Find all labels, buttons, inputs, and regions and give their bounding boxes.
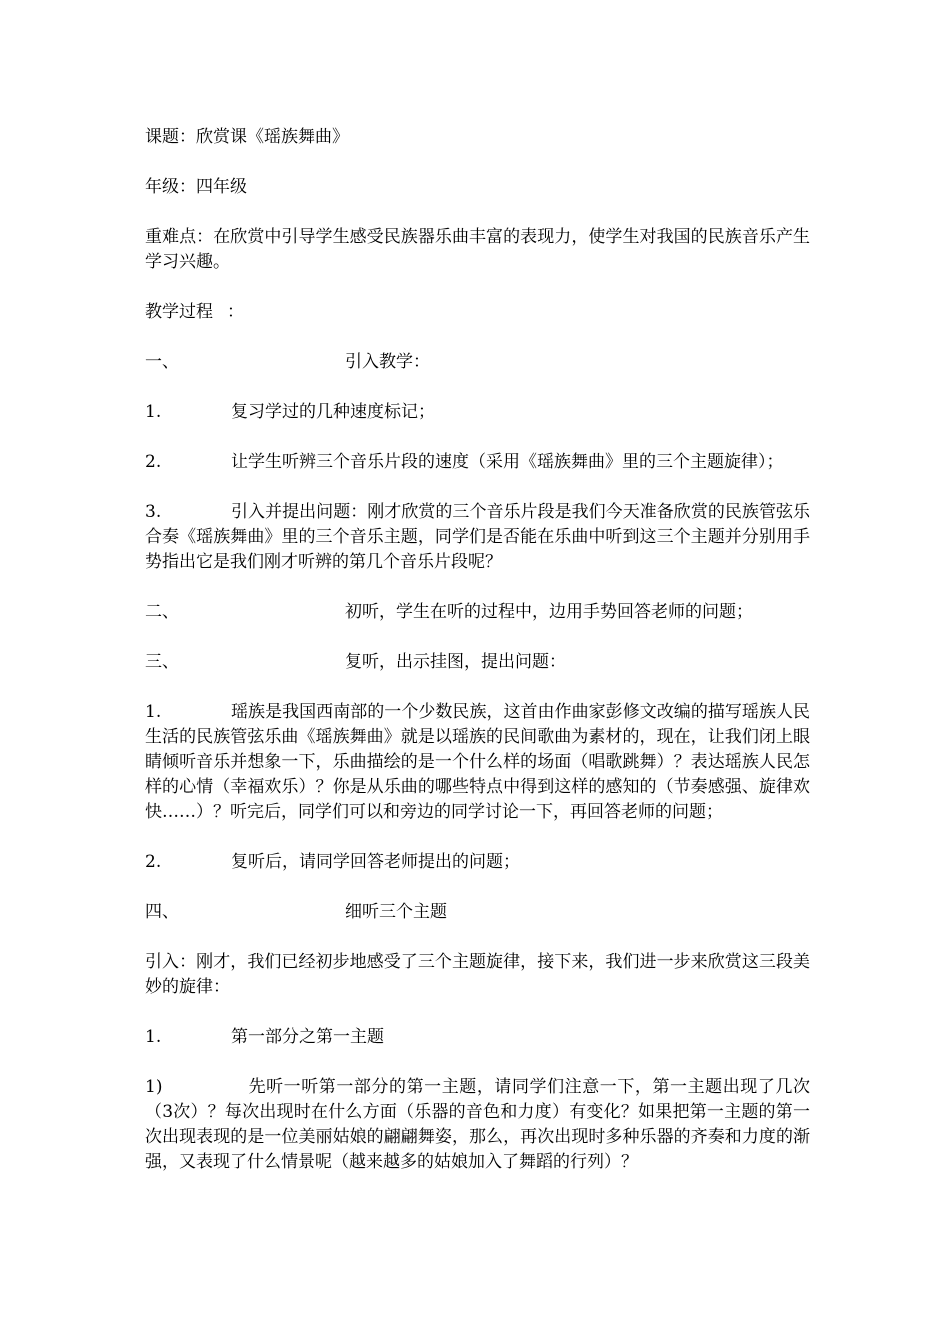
item-number: 3. [145, 502, 162, 522]
item-text: 复习学过的几种速度标记； [231, 402, 435, 422]
item-text: 引入并提出问题：刚才欣赏的三个音乐片段是我们今天准备欣赏的民族管弦乐合奏《瑶族舞曲》里的三个音乐主题，同学们是否能在乐曲中听到这三个主题并分别用手势指出它是我们刚才听辨的第几个音乐片段呢？ [145, 502, 810, 572]
document-page [145, 125, 810, 1200]
item-text: 复听后，请同学回答老师提出的问题； [231, 852, 520, 872]
list-item [145, 1025, 810, 1050]
item-number: 1. [145, 402, 162, 422]
section-number: 二、 [145, 602, 179, 622]
section-title: 复听，出示挂图，提出问题： [345, 652, 566, 672]
item-text: 瑶族是我国西南部的一个少数民族，这首由作曲家彭修文改编的描写瑶族人民生活的民族管弦乐曲《瑶族舞曲》就是以瑶族的民间歌曲为素材的，现在，让我们闭上眼睛倾听音乐并想象一下，乐曲描绘的是一个什么样的场面（唱歌跳舞）？表达瑶族人民怎样的心情（幸福欢乐）？你是从乐曲的哪些特点中得到这样的感知的（节奏感强、旋律欢快……）？听完后，同学们可以和旁边的同学讨论一下，再回答老师的问题； [145, 702, 810, 822]
section-number: 三、 [145, 652, 179, 672]
list-item [145, 400, 810, 425]
sub-item-text: 先听一听第一部分的第一主题，请同学们注意一下，第一主题出现了几次（3次）？每次出现时在什么方面（乐器的音色和力度）有变化？如果把第一主题的第一次出现表现的是一位美丽姑娘的翩翩舞姿，那么，再次出现时多种乐器的齐奏和力度的渐强，又表现了什么情景呢（越来越多的姑娘加入了舞蹈的行列）？ [145, 1077, 810, 1172]
sub-item-number: 1) [145, 1077, 163, 1097]
section-title: 初听，学生在听的过程中，边用手势回答老师的问题； [345, 602, 753, 622]
process-label: 教学过程 [145, 302, 213, 322]
item-text: 第一部分之第一主题 [231, 1027, 384, 1047]
item-number: 1. [145, 1027, 162, 1047]
section-title: 细听三个主题 [345, 902, 447, 922]
item-number: 2. [145, 452, 162, 472]
list-item [145, 450, 810, 475]
sub-list-item [145, 1075, 810, 1175]
section-number: 四、 [145, 902, 179, 922]
topic-line: 课题：欣赏课《瑶族舞曲》 [145, 127, 349, 147]
item-number: 1. [145, 702, 162, 722]
process-colon: ： [227, 302, 244, 322]
list-item [145, 500, 810, 575]
section-title: 引入教学： [345, 352, 430, 372]
section-heading-4 [145, 900, 810, 925]
list-item [145, 700, 810, 825]
process-heading [145, 300, 810, 325]
list-item [145, 850, 810, 875]
item-number: 2. [145, 852, 162, 872]
item-text: 让学生听辨三个音乐片段的速度（采用《瑶族舞曲》里的三个主题旋律）； [231, 452, 784, 472]
grade-line: 年级：四年级 [145, 177, 247, 197]
section-number: 一、 [145, 352, 179, 372]
key-points-paragraph: 重难点：在欣赏中引导学生感受民族器乐曲丰富的表现力，使学生对我国的民族音乐产生学习兴趣。 [145, 227, 810, 272]
section-heading-3 [145, 650, 810, 675]
section-intro-paragraph: 引入：刚才，我们已经初步地感受了三个主题旋律，接下来，我们进一步来欣赏这三段美妙的旋律： [145, 952, 810, 997]
section-heading-2 [145, 600, 810, 625]
section-heading-1 [145, 350, 810, 375]
